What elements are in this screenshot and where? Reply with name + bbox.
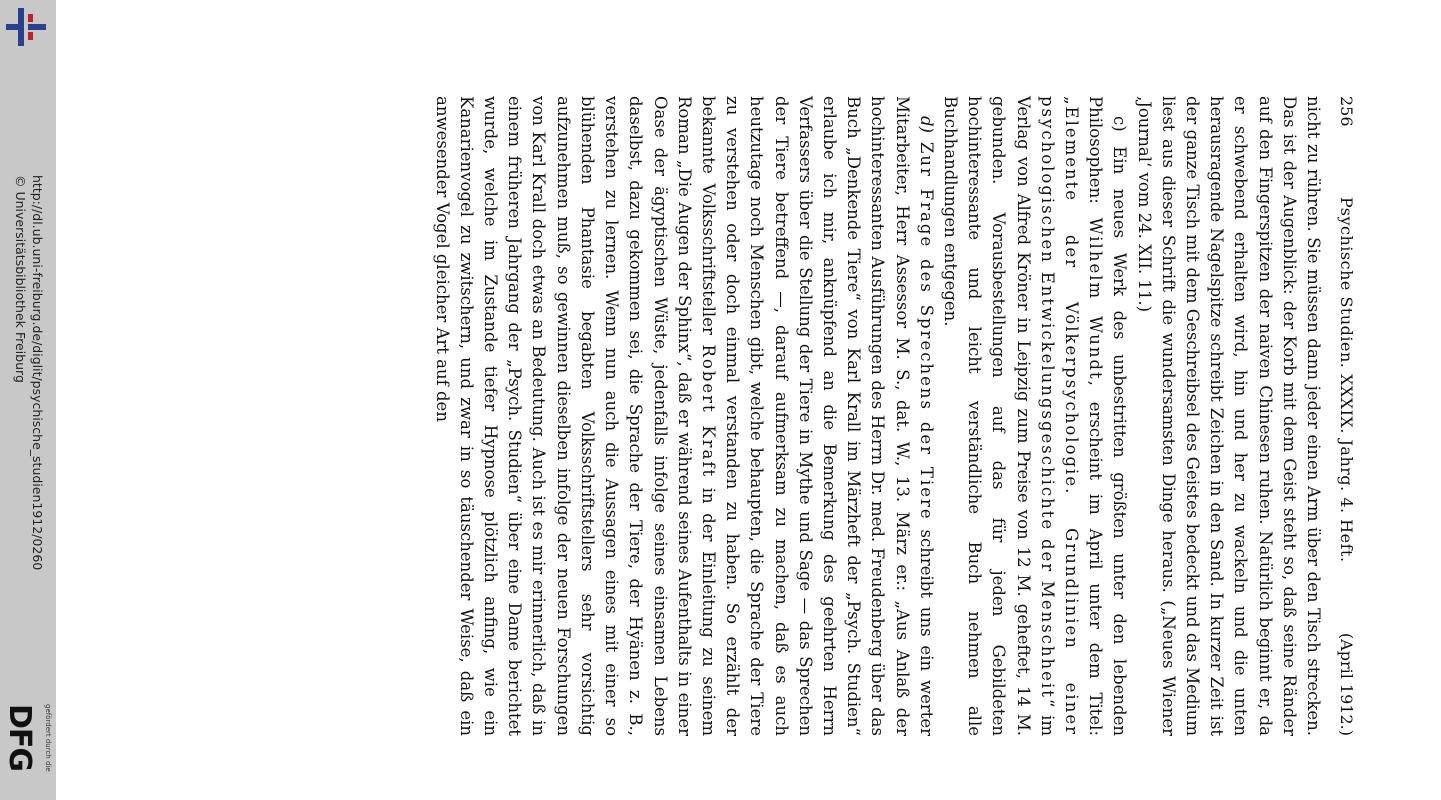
para2-author: Wilhelm Wundt, [1086,217,1106,388]
dfg-funding-note: gefördert durch die [44,704,52,772]
para2-rest: im Verlag von Alfred Kröner in Leipzig zum Preise von 12 M. geheftet, 14 M. gebunden. Vorausbestellungen auf das für jeden Gebildeten hochinteressante und leicht verständliche Buch nehmen alle Buchhandlungen entgegen. [940,96,1057,737]
para3-title: Zur Frage des Sprechens der Tiere [916,141,936,521]
issue-date: (April 1912.) [1337,632,1356,736]
para3-author: Robert Kraft [698,344,718,479]
para2-mid: erscheint im April unter dem Titel: [1086,401,1106,737]
scanned-page [56,0,1441,800]
page-number: 256 [1337,96,1356,127]
running-title: Psychische Studien. XXXIX. Jahrg. 4. Heft. [1337,196,1356,563]
para3-end: in der Einleitung zu seinem Roman „Die Augen der Sphinx“, daß er während seines Aufenthalts in einer Oase der ägyptischen Wüste, jedenfalls infolge seines einsamen Lebens daselbst, dazu gekommen sei, die Sprache der Tiere, der Hyänen z. B., verstehen zu lernen. Wenn nun auch die Aussagen eines mit einer so blühenden Phantasie begabten Volksschriftstellers sehr vorsichtig aufzunehmen muß, so gewinnen dieselben infolge der neuen Forschungen von Karl Krall doch etwas an Bedeutung. Auch ist es mir erinnerlich, daß in einem früheren Jahrgang der „Psych. Studien“ über eine Dame berichtet wurde, welche im Zustande tiefer Hypnose plötzlich anfing, wie ein Kanarienvogel zu zwitschern, und zwar in so täuschender Weise, daß ein anwesender Vogel gleicher Art auf den [432,96,718,736]
para2-title: „Elemente der Völkerpsychologie. Grundlinien einer psychologischen Entwickelungsgeschichte der Menschheit“ [1037,96,1081,736]
rotated-page-content [26,96,1356,737]
paragraph-2 [938,96,1132,736]
para2-prefix: c) Ein neues Werk des unbestritten größten unter den lebenden Philosophen: [1086,96,1130,736]
dfg-logo: DFG [2,704,37,772]
copyright-text: © Universitätsbibliothek Freiburg [13,175,28,383]
ub-freiburg-logo-icon[interactable] [4,6,50,50]
running-header [1337,96,1356,736]
para3-rest: schreibt uns ein werter Mitarbeiter, Herr Assessor M. S., dat. W., 13. März er.: „Aus Anlaß der hochinteressanten Ausführungen des Herrn Dr. med. Freudenberg über das Buch „Denkende Tiere“ von Karl Krall im Märzheft der „Psych. Studien“ erlaube ich mir, anknüpfend an die Bemerkung des geehrten Herrn Verfassers über die Stellung der Tiere in Mythe und Sage — das Sprechen der Tiere betreffend —, darauf aufmerksam zu machen, daß es auch heutzutage noch Menschen gibt, welche behaupten, die Sprache der Tiere zu verstehen oder doch einmal verstanden zu haben. So erzählt der bekannte Volksschriftsteller [698,96,936,737]
para3-prefix: d) [916,116,936,133]
paragraph-3 [429,96,937,736]
paragraph-1: nicht zu rühren. Sie müssen dann jeder einen Arm über den Tisch strecken. Das ist der Augenblick: der Korb mit dem Geist steht so, daß seine Ränder auf den Fingerspitzen der naiven Chinesen ruhen. Natürlich beginnt er, da er schwebend erhalten wird, hin und her zu wackeln und die unten herausragende Nagelspitze schreibt Zeichen in den Sand. In kurzer Zeit ist der ganze Tisch mit dem Geschreibsel des Geistes bedeckt und das Medium liest aus dieser Schrift die wundersamsten Dinge heraus. („Neues Wiener ‚Journal‘ vom 24. XII. 11.) [1134,96,1323,736]
permalink-url[interactable]: http://dl.ub.uni-freiburg.de/diglit/psychische_studien1912/0260 [30,175,45,571]
